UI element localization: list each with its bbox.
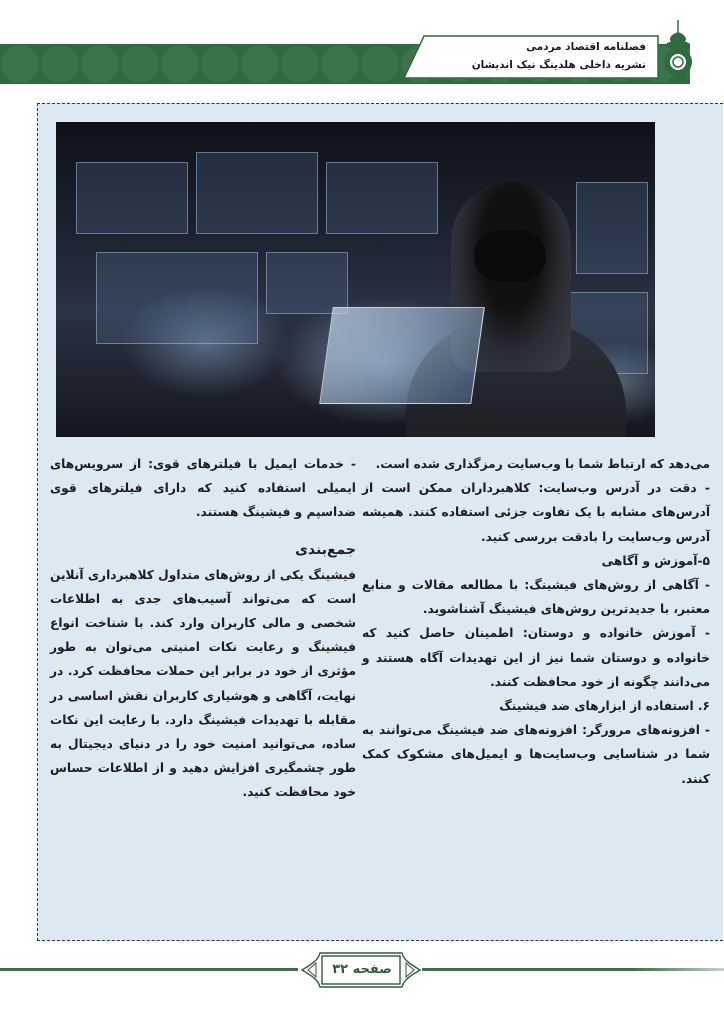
footer-rule-right bbox=[422, 968, 724, 971]
paragraph: - دقت در آدرس وب‌سایت: کلاهبرداران ممکن است از آدرس‌های مشابه با یک تفاوت جزئی استفاده کنند. همیشه آدرس وب‌سایت را بادقت بررسی کنید. bbox=[362, 481, 710, 544]
article-column-left bbox=[50, 452, 356, 805]
hologram-screen bbox=[76, 162, 188, 234]
paragraph: - افزونه‌های مرورگر: افزونه‌های ضد فیشینگ می‌توانند به شما در شناسایی وب‌سایت‌ها و ایمیل‌های مشکوک کمک کنند. bbox=[362, 723, 710, 786]
paragraph: - آموزش خانواده و دوستان: اطمینان حاصل کنید که خانواده و دوستان شما نیز از این تهدیدات آگاه هستند و می‌دانند چگونه از خود محافظت کنند. bbox=[362, 626, 710, 689]
paragraph: می‌دهد که ارتباط شما با وب‌سایت رمزگذاری شده است. bbox=[375, 457, 710, 471]
hacker-face bbox=[474, 230, 546, 282]
conclusion-paragraph: فیشینگ یکی از روش‌های متداول کلاهبرداری آنلاین است که می‌تواند آسیب‌های جدی به اطلاعات شخصی و مالی کاربران وارد کند. با شناخت انواع فیشینگ و رعایت نکات امنیتی می‌توان به طور مؤثری از خود در برابر این حملات محافظت کرد. در نهایت، آگاهی و هوشیاری کاربران نقش اساسی در مقابله با تهدیدات فیشینگ دارد. با رعایت این نکات ساده، می‌توانید امنیت خود را در دنیای دیجیتال به طور چشمگیری افزایش دهید و از اطلاعات حساس خود محافظت کنید. bbox=[50, 567, 356, 800]
section-heading: ۵-آموزش و آگاهی bbox=[601, 553, 710, 568]
hero-image bbox=[56, 122, 655, 437]
section-heading: ۶. استفاده از ابزارهای ضد فیشینگ bbox=[499, 699, 710, 714]
hologram-screen bbox=[326, 162, 438, 234]
hologram-screen bbox=[266, 252, 348, 314]
article-column-right bbox=[362, 452, 710, 791]
magazine-subtitle: نشریه داخلی هلدینگ نیک اندیشان bbox=[471, 59, 646, 71]
hologram-screen bbox=[196, 152, 318, 234]
paragraph: - آگاهی از روش‌های فیشینگ: با مطالعه مقالات و منابع معتبر، با جدیدترین روش‌های فیشینگ آشناشوید. bbox=[362, 578, 710, 617]
hologram-screen bbox=[96, 252, 258, 344]
page-number: صفحه ۳۲ bbox=[332, 962, 392, 977]
holographic-laptop bbox=[319, 307, 485, 404]
paragraph: - خدمات ایمیل با فیلترهای قوی: از سرویس‌های ایمیلی استفاده کنید که دارای فیلترهای قوی ضداسپم و فیشینگ هستند. bbox=[50, 457, 356, 520]
footer-rule-left bbox=[0, 968, 298, 971]
conclusion-heading: جمع‌بندی bbox=[295, 541, 356, 558]
ornamental-emblem-icon bbox=[660, 20, 696, 86]
hologram-screen bbox=[576, 182, 648, 274]
magazine-title: فصلنامه اقتصاد مردمی bbox=[526, 41, 646, 53]
masthead-label bbox=[402, 34, 660, 80]
masthead-text bbox=[472, 38, 646, 74]
